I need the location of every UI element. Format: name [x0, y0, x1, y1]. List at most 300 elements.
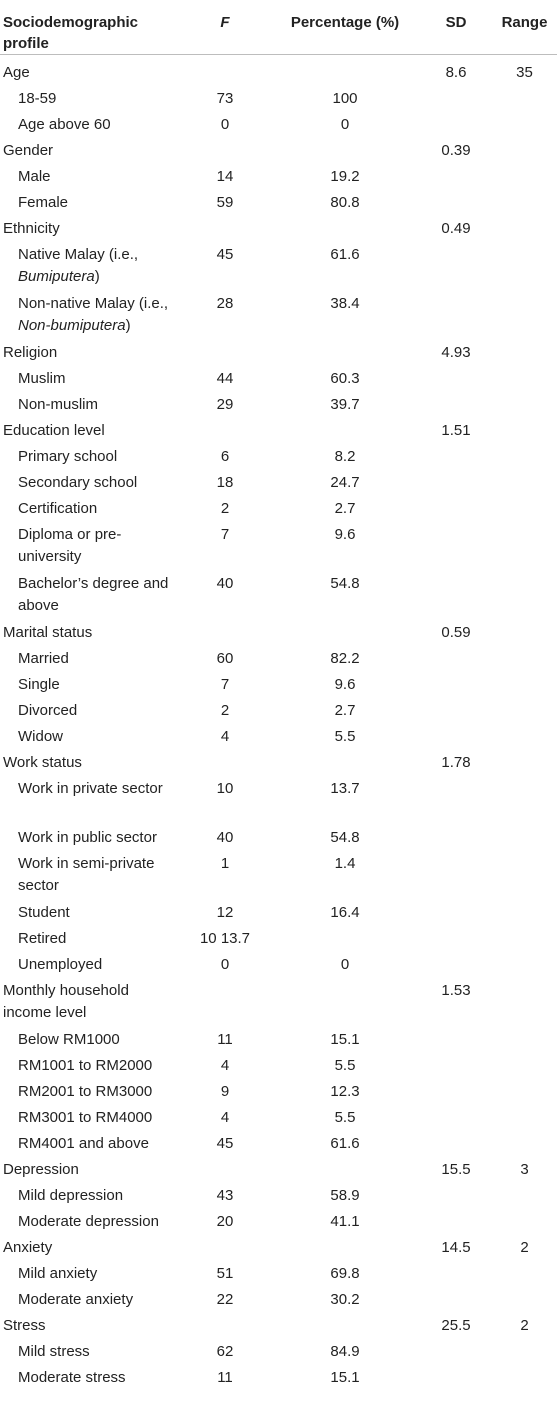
- row-sublabel: [0, 366, 180, 392]
- cell-range: [492, 672, 557, 698]
- cell-frequency: 4: [220, 1057, 230, 1074]
- label-text: Student: [18, 904, 70, 921]
- cell-range: [492, 750, 557, 776]
- cell-percentage: 8.2: [334, 448, 356, 465]
- cell-range: [492, 851, 557, 900]
- label-text: Anxiety: [3, 1239, 53, 1256]
- table-row: [0, 1183, 557, 1209]
- label-text: Primary school: [18, 448, 118, 465]
- table-row: [0, 86, 557, 112]
- table-row: [0, 392, 557, 418]
- row-sublabel: [0, 851, 180, 900]
- table-row: [0, 418, 557, 444]
- cell-range: [492, 1183, 557, 1209]
- cell-sd: [420, 496, 492, 522]
- cell-sd: [420, 112, 492, 138]
- cell-range: [492, 522, 557, 571]
- cell-sd: [420, 1183, 492, 1209]
- cell-percentage: 9.6: [334, 676, 356, 693]
- row-sublabel: [0, 1209, 180, 1235]
- cell-frequency: 43: [216, 1187, 234, 1204]
- table-row: [0, 1235, 557, 1261]
- header-profile: Sociodemographic profile: [3, 14, 139, 52]
- label-text: Monthly household income level: [3, 982, 129, 1021]
- cell-percentage: [270, 340, 420, 366]
- row-sublabel: [0, 672, 180, 698]
- label-text: Muslim: [18, 370, 66, 387]
- cell-frequency: [180, 620, 270, 646]
- cell-frequency: 6: [220, 448, 230, 465]
- cell-percentage: 9.6: [334, 526, 356, 543]
- cell-frequency: 11: [217, 1369, 233, 1386]
- cell-sd: [420, 571, 492, 620]
- table-row: [0, 366, 557, 392]
- row-category: [0, 750, 180, 776]
- cell-sd: [420, 1105, 492, 1131]
- table-row: [0, 1105, 557, 1131]
- cell-sd: 0.39: [441, 142, 471, 159]
- row-sublabel: [0, 698, 180, 724]
- cell-sd: [420, 724, 492, 750]
- cell-frequency: 62: [216, 1343, 234, 1360]
- row-sublabel: [0, 242, 180, 291]
- cell-percentage: 15.1: [330, 1369, 360, 1386]
- row-sublabel: [0, 291, 180, 340]
- label-text: Work in private sector: [18, 780, 163, 797]
- cell-percentage: [270, 60, 420, 86]
- label-text: Unemployed: [18, 956, 103, 973]
- cell-range: [492, 1339, 557, 1365]
- table-row: [0, 1365, 557, 1391]
- cell-sd: [420, 851, 492, 900]
- label-text: RM1001 to RM2000: [18, 1057, 153, 1074]
- label-text: RM2001 to RM3000: [18, 1083, 153, 1100]
- label-text: Mild anxiety: [18, 1265, 98, 1282]
- cell-percentage: 82.2: [330, 650, 360, 667]
- label-italic-text: Non-bumiputera: [18, 316, 126, 334]
- label-text: Non-native Malay (i.e.,: [18, 295, 169, 312]
- cell-percentage: 30.2: [330, 1291, 360, 1308]
- cell-frequency: 2: [220, 702, 230, 719]
- table-row: [0, 750, 557, 776]
- table-row: [0, 571, 557, 620]
- cell-frequency: 45: [216, 1135, 234, 1152]
- cell-frequency: 44: [216, 370, 234, 387]
- label-text: Age: [3, 64, 30, 81]
- cell-percentage: 54.8: [330, 575, 360, 592]
- header-range: Range: [501, 14, 548, 31]
- cell-range: [492, 724, 557, 750]
- cell-sd: [420, 1131, 492, 1157]
- cell-percentage: 1.4: [334, 855, 356, 872]
- cell-percentage: 58.9: [330, 1187, 360, 1204]
- cell-sd: [420, 1209, 492, 1235]
- cell-sd: [420, 776, 492, 825]
- table-row: [0, 291, 557, 340]
- cell-frequency: 2: [220, 500, 230, 517]
- cell-percentage: 24.7: [330, 474, 360, 491]
- table-row: [0, 978, 557, 1027]
- cell-range: [492, 112, 557, 138]
- label-text: Stress: [3, 1317, 46, 1334]
- label-text: Single: [18, 676, 60, 693]
- cell-percentage: 84.9: [330, 1343, 360, 1360]
- cell-percentage: 0: [340, 956, 350, 973]
- cell-sd: [420, 952, 492, 978]
- cell-range: [492, 190, 557, 216]
- cell-frequency: 0: [220, 956, 230, 973]
- cell-percentage: 54.8: [330, 829, 360, 846]
- cell-percentage: 2.7: [334, 702, 356, 719]
- cell-frequency: 29: [216, 396, 234, 413]
- cell-sd: 25.5: [441, 1317, 471, 1334]
- cell-range: [492, 646, 557, 672]
- row-category: [0, 620, 180, 646]
- cell-sd: [420, 646, 492, 672]
- cell-frequency: 59: [216, 194, 234, 211]
- table-row: [0, 851, 557, 900]
- table-row: [0, 825, 557, 851]
- cell-percentage: [270, 1157, 420, 1183]
- cell-sd: [420, 1287, 492, 1313]
- cell-percentage: 2.7: [334, 500, 356, 517]
- label-text: 18-59: [18, 90, 57, 107]
- row-sublabel: [0, 496, 180, 522]
- cell-range: [492, 1261, 557, 1287]
- label-text: Marital status: [3, 624, 93, 641]
- cell-range: [492, 978, 557, 1027]
- table-row: [0, 60, 557, 86]
- cell-frequency: [180, 1313, 270, 1339]
- row-sublabel: [0, 470, 180, 496]
- cell-range: 2: [520, 1239, 529, 1256]
- row-sublabel: [0, 444, 180, 470]
- cell-sd: [420, 1079, 492, 1105]
- cell-percentage: [270, 138, 420, 164]
- table-row: [0, 1339, 557, 1365]
- label-text: Work status: [3, 754, 82, 771]
- cell-frequency: 9: [220, 1083, 230, 1100]
- cell-frequency: [180, 216, 270, 242]
- header-percentage: Percentage (%): [290, 14, 400, 31]
- cell-sd: [420, 1261, 492, 1287]
- table-row: [0, 496, 557, 522]
- table-row: [0, 112, 557, 138]
- cell-percentage: [270, 1313, 420, 1339]
- cell-frequency: 1: [220, 855, 230, 872]
- cell-frequency: 4: [220, 1109, 230, 1126]
- cell-frequency: 7: [220, 676, 230, 693]
- row-sublabel: [0, 776, 180, 825]
- cell-sd: 8.6: [445, 64, 467, 81]
- cell-range: [492, 900, 557, 926]
- cell-percentage: 38.4: [330, 295, 360, 312]
- row-sublabel: [0, 1365, 180, 1391]
- table-header: [0, 0, 557, 55]
- cell-percentage: [270, 978, 420, 1027]
- cell-frequency: 4: [220, 728, 230, 745]
- cell-percentage: 5.5: [334, 728, 356, 745]
- cell-frequency: [180, 978, 270, 1027]
- table-row: [0, 900, 557, 926]
- cell-range: [492, 926, 557, 952]
- cell-percentage: 61.6: [330, 1135, 360, 1152]
- table-row: [0, 1079, 557, 1105]
- cell-percentage: 39.7: [330, 396, 360, 413]
- row-sublabel: [0, 112, 180, 138]
- cell-sd: 15.5: [441, 1161, 471, 1178]
- row-sublabel: [0, 164, 180, 190]
- table-row: [0, 1053, 557, 1079]
- header-f-text: F: [220, 14, 230, 31]
- table-row: [0, 164, 557, 190]
- cell-sd: [420, 164, 492, 190]
- cell-frequency: 0: [220, 116, 230, 133]
- cell-range: 2: [520, 1317, 529, 1334]
- cell-frequency: [180, 138, 270, 164]
- cell-sd: 1.78: [441, 754, 471, 771]
- row-sublabel: [0, 724, 180, 750]
- cell-frequency: 11: [217, 1031, 233, 1048]
- cell-frequency: [180, 418, 270, 444]
- cell-sd: [420, 825, 492, 851]
- cell-range: [492, 496, 557, 522]
- row-category: [0, 60, 180, 86]
- label-text: Ethnicity: [3, 220, 60, 237]
- cell-sd: [420, 1053, 492, 1079]
- cell-percentage: [270, 1235, 420, 1261]
- row-sublabel: [0, 571, 180, 620]
- cell-frequency: 14: [216, 168, 234, 185]
- cell-range: 35: [516, 64, 533, 81]
- cell-frequency: [180, 340, 270, 366]
- cell-sd: 4.93: [441, 344, 471, 361]
- row-sublabel: [0, 1287, 180, 1313]
- cell-percentage: [270, 926, 420, 952]
- cell-percentage: 61.6: [330, 246, 360, 263]
- label-text: Mild depression: [18, 1187, 124, 1204]
- table-row: [0, 138, 557, 164]
- table-row: [0, 522, 557, 571]
- label-text: Mild stress: [18, 1343, 90, 1360]
- table-row: [0, 698, 557, 724]
- cell-range: [492, 1027, 557, 1053]
- table-row: [0, 190, 557, 216]
- table-row: [0, 1209, 557, 1235]
- table-body: [0, 55, 557, 1392]
- cell-percentage: [270, 418, 420, 444]
- label-text: RM3001 to RM4000: [18, 1109, 153, 1126]
- cell-percentage: [270, 750, 420, 776]
- row-category: [0, 138, 180, 164]
- cell-range: [492, 340, 557, 366]
- cell-range: [492, 366, 557, 392]
- table-row: [0, 620, 557, 646]
- cell-range: [492, 1287, 557, 1313]
- label-text: Native Malay (i.e.,: [18, 246, 139, 263]
- label-tail-text: ): [94, 267, 100, 285]
- row-category: [0, 340, 180, 366]
- table-row: [0, 926, 557, 952]
- row-sublabel: [0, 646, 180, 672]
- label-text: Male: [18, 168, 51, 185]
- row-sublabel: [0, 952, 180, 978]
- row-sublabel: [0, 1131, 180, 1157]
- cell-sd: 1.53: [441, 982, 471, 999]
- cell-percentage: 13.7: [330, 780, 360, 797]
- row-category: [0, 1313, 180, 1339]
- cell-range: [492, 1079, 557, 1105]
- cell-range: [492, 216, 557, 242]
- cell-range: [492, 825, 557, 851]
- row-sublabel: [0, 1261, 180, 1287]
- cell-sd: [420, 522, 492, 571]
- cell-sd: [420, 1365, 492, 1391]
- table-row: [0, 216, 557, 242]
- label-text: Bachelor’s degree and above: [18, 575, 169, 614]
- cell-range: [492, 470, 557, 496]
- label-tail-text: ): [125, 316, 131, 334]
- cell-sd: [420, 698, 492, 724]
- row-category: [0, 1157, 180, 1183]
- table-row: [0, 646, 557, 672]
- header-f: [180, 0, 270, 55]
- row-sublabel: [0, 1339, 180, 1365]
- cell-frequency: 10 13.7: [199, 930, 251, 947]
- cell-sd: [420, 190, 492, 216]
- label-text: Female: [18, 194, 69, 211]
- cell-frequency: [180, 1235, 270, 1261]
- row-sublabel: [0, 926, 180, 952]
- table-row: [0, 444, 557, 470]
- label-text: Retired: [18, 930, 67, 947]
- header-row: [0, 0, 557, 55]
- cell-percentage: 12.3: [330, 1083, 360, 1100]
- row-sublabel: [0, 900, 180, 926]
- label-text: Widow: [18, 728, 64, 745]
- cell-percentage: 60.3: [330, 370, 360, 387]
- label-text: Moderate depression: [18, 1213, 159, 1230]
- cell-sd: [420, 926, 492, 952]
- table-row: [0, 1313, 557, 1339]
- cell-range: [492, 952, 557, 978]
- label-text: Secondary school: [18, 474, 138, 491]
- row-sublabel: [0, 1027, 180, 1053]
- cell-percentage: 5.5: [334, 1109, 356, 1126]
- row-category: [0, 978, 180, 1027]
- table-row: [0, 952, 557, 978]
- table-row: [0, 242, 557, 291]
- cell-frequency: [180, 750, 270, 776]
- cell-range: [492, 620, 557, 646]
- table-row: [0, 1157, 557, 1183]
- cell-frequency: 18: [216, 474, 234, 491]
- label-text: RM4001 and above: [18, 1135, 149, 1152]
- cell-range: [492, 138, 557, 164]
- cell-range: [492, 1209, 557, 1235]
- cell-sd: [420, 1339, 492, 1365]
- cell-sd: 14.5: [441, 1239, 471, 1256]
- cell-range: [492, 1053, 557, 1079]
- label-text: Moderate stress: [18, 1369, 126, 1386]
- cell-percentage: 15.1: [330, 1031, 360, 1048]
- cell-range: [492, 1131, 557, 1157]
- cell-percentage: 16.4: [330, 904, 360, 921]
- cell-sd: [420, 1027, 492, 1053]
- cell-sd: [420, 444, 492, 470]
- label-text: Gender: [3, 142, 54, 159]
- cell-percentage: 80.8: [330, 194, 360, 211]
- cell-range: [492, 698, 557, 724]
- cell-sd: 0.49: [441, 220, 471, 237]
- cell-percentage: 5.5: [334, 1057, 356, 1074]
- cell-percentage: 41.1: [330, 1213, 360, 1230]
- cell-percentage: 69.8: [330, 1265, 360, 1282]
- cell-frequency: 73: [216, 90, 234, 107]
- label-text: Age above 60: [18, 116, 111, 133]
- cell-percentage: [270, 620, 420, 646]
- table-row: [0, 1027, 557, 1053]
- row-category: [0, 216, 180, 242]
- cell-frequency: 22: [216, 1291, 234, 1308]
- row-sublabel: [0, 825, 180, 851]
- row-sublabel: [0, 190, 180, 216]
- cell-range: [492, 86, 557, 112]
- row-sublabel: [0, 392, 180, 418]
- label-text: Work in public sector: [18, 829, 157, 846]
- cell-frequency: 51: [216, 1265, 234, 1282]
- cell-range: [492, 392, 557, 418]
- cell-range: [492, 164, 557, 190]
- cell-range: [492, 1365, 557, 1391]
- row-sublabel: [0, 1183, 180, 1209]
- cell-sd: [420, 900, 492, 926]
- label-text: Diploma or pre-university: [18, 526, 122, 565]
- table-row: [0, 1287, 557, 1313]
- cell-range: [492, 444, 557, 470]
- cell-sd: [420, 242, 492, 291]
- cell-sd: [420, 86, 492, 112]
- table-row: [0, 776, 557, 825]
- cell-range: [492, 242, 557, 291]
- cell-frequency: 12: [216, 904, 234, 921]
- label-text: Religion: [3, 344, 58, 361]
- label-text: Below RM1000: [18, 1031, 120, 1048]
- cell-range: [492, 571, 557, 620]
- label-text: Married: [18, 650, 69, 667]
- cell-percentage: [270, 216, 420, 242]
- cell-range: [492, 418, 557, 444]
- label-text: Divorced: [18, 702, 78, 719]
- cell-range: [492, 291, 557, 340]
- label-text: Education level: [3, 422, 105, 439]
- table-row: [0, 672, 557, 698]
- row-category: [0, 1235, 180, 1261]
- row-sublabel: [0, 1079, 180, 1105]
- label-text: Moderate anxiety: [18, 1291, 134, 1308]
- cell-frequency: 40: [216, 575, 234, 592]
- table-row: [0, 724, 557, 750]
- label-text: Depression: [3, 1161, 79, 1178]
- table-row: [0, 470, 557, 496]
- cell-range: [492, 1105, 557, 1131]
- row-category: [0, 418, 180, 444]
- label-text: Work in semi-private sector: [18, 855, 155, 894]
- cell-frequency: 20: [216, 1213, 234, 1230]
- cell-sd: [420, 392, 492, 418]
- cell-frequency: 7: [220, 526, 230, 543]
- cell-frequency: 28: [216, 295, 234, 312]
